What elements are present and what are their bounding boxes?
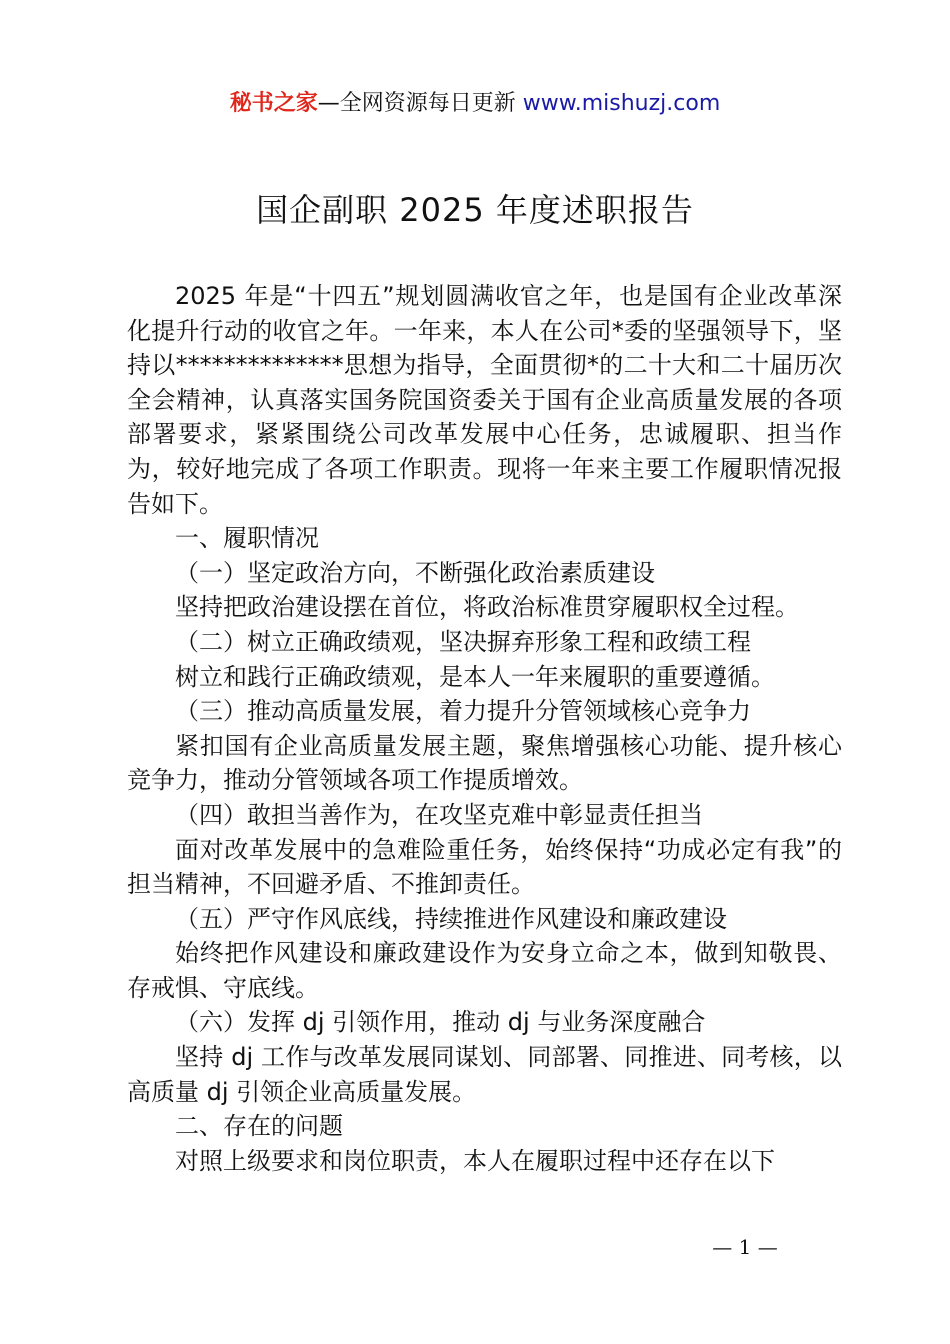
section-heading: 二、存在的问题 <box>175 1112 343 1141</box>
document-body <box>127 279 842 1178</box>
paragraph: 坚持 dj 工作与改革发展同谋划、同部署、同推进、同考核，以高质量 dj 引领企业高质量发展。 <box>127 1043 842 1106</box>
subsection-heading: （二）树立正确政绩观，坚决摒弃形象工程和政绩工程 <box>175 627 751 656</box>
header-slogan: —全网资源每日更新 <box>317 91 523 116</box>
page-number: — 1 — <box>712 1235 778 1259</box>
paragraph-intro: 2025 年是“十四五”规划圆满收官之年，也是国有企业改革深化提升行动的收官之年。一年来，本人在公司*委的坚强领导下，坚持以**************思想为指导，全面贯彻*的二十大和二十届历次全会精神，认真落实国务院国资委关于国有企业高质量发展的各项部署要求，紧紧围绕公司改革发展中心任务，忠诚履职、担当作为，较好地完成了各项工作职责。现将一年来主要工作履职情况报告如下。 <box>127 282 842 518</box>
paragraph: 坚持把政治建设摆在首位，将政治标准贯穿履职权全过程。 <box>175 593 799 622</box>
subsection-heading: （四）敢担当善作为，在攻坚克难中彰显责任担当 <box>175 800 703 829</box>
header-url[interactable]: www.mishuzj.com <box>522 91 721 116</box>
document-title: 国企副职 2025 年度述职报告 <box>256 191 694 229</box>
subsection-heading: （一）坚定政治方向，不断强化政治素质建设 <box>175 558 655 587</box>
paragraph: 紧扣国有企业高质量发展主题，聚焦增强核心功能、提升核心竞争力，推动分管领域各项工作提质增效。 <box>127 731 842 795</box>
subsection-heading: （三）推动高质量发展，着力提升分管领域核心竞争力 <box>175 697 751 726</box>
paragraph: 对照上级要求和岗位职责，本人在履职过程中还存在以下 <box>175 1146 775 1175</box>
paragraph: 始终把作风建设和廉政建设作为安身立命之本，做到知敬畏、存戒惧、守底线。 <box>127 939 842 1002</box>
subsection-heading: （六）发挥 dj 引领作用，推动 dj 与业务深度融合 <box>175 1008 706 1037</box>
paragraph: 树立和践行正确政绩观，是本人一年来履职的重要遵循。 <box>175 662 775 691</box>
site-header <box>0 88 950 120</box>
section-heading: 一、履职情况 <box>175 524 319 553</box>
subsection-heading: （五）严守作风底线，持续推进作风建设和廉政建设 <box>175 904 727 933</box>
paragraph: 面对改革发展中的急难险重任务，始终保持“功成必定有我”的担当精神，不回避矛盾、不推卸责任。 <box>127 835 842 899</box>
brand-name: 秘书之家 <box>229 91 318 116</box>
